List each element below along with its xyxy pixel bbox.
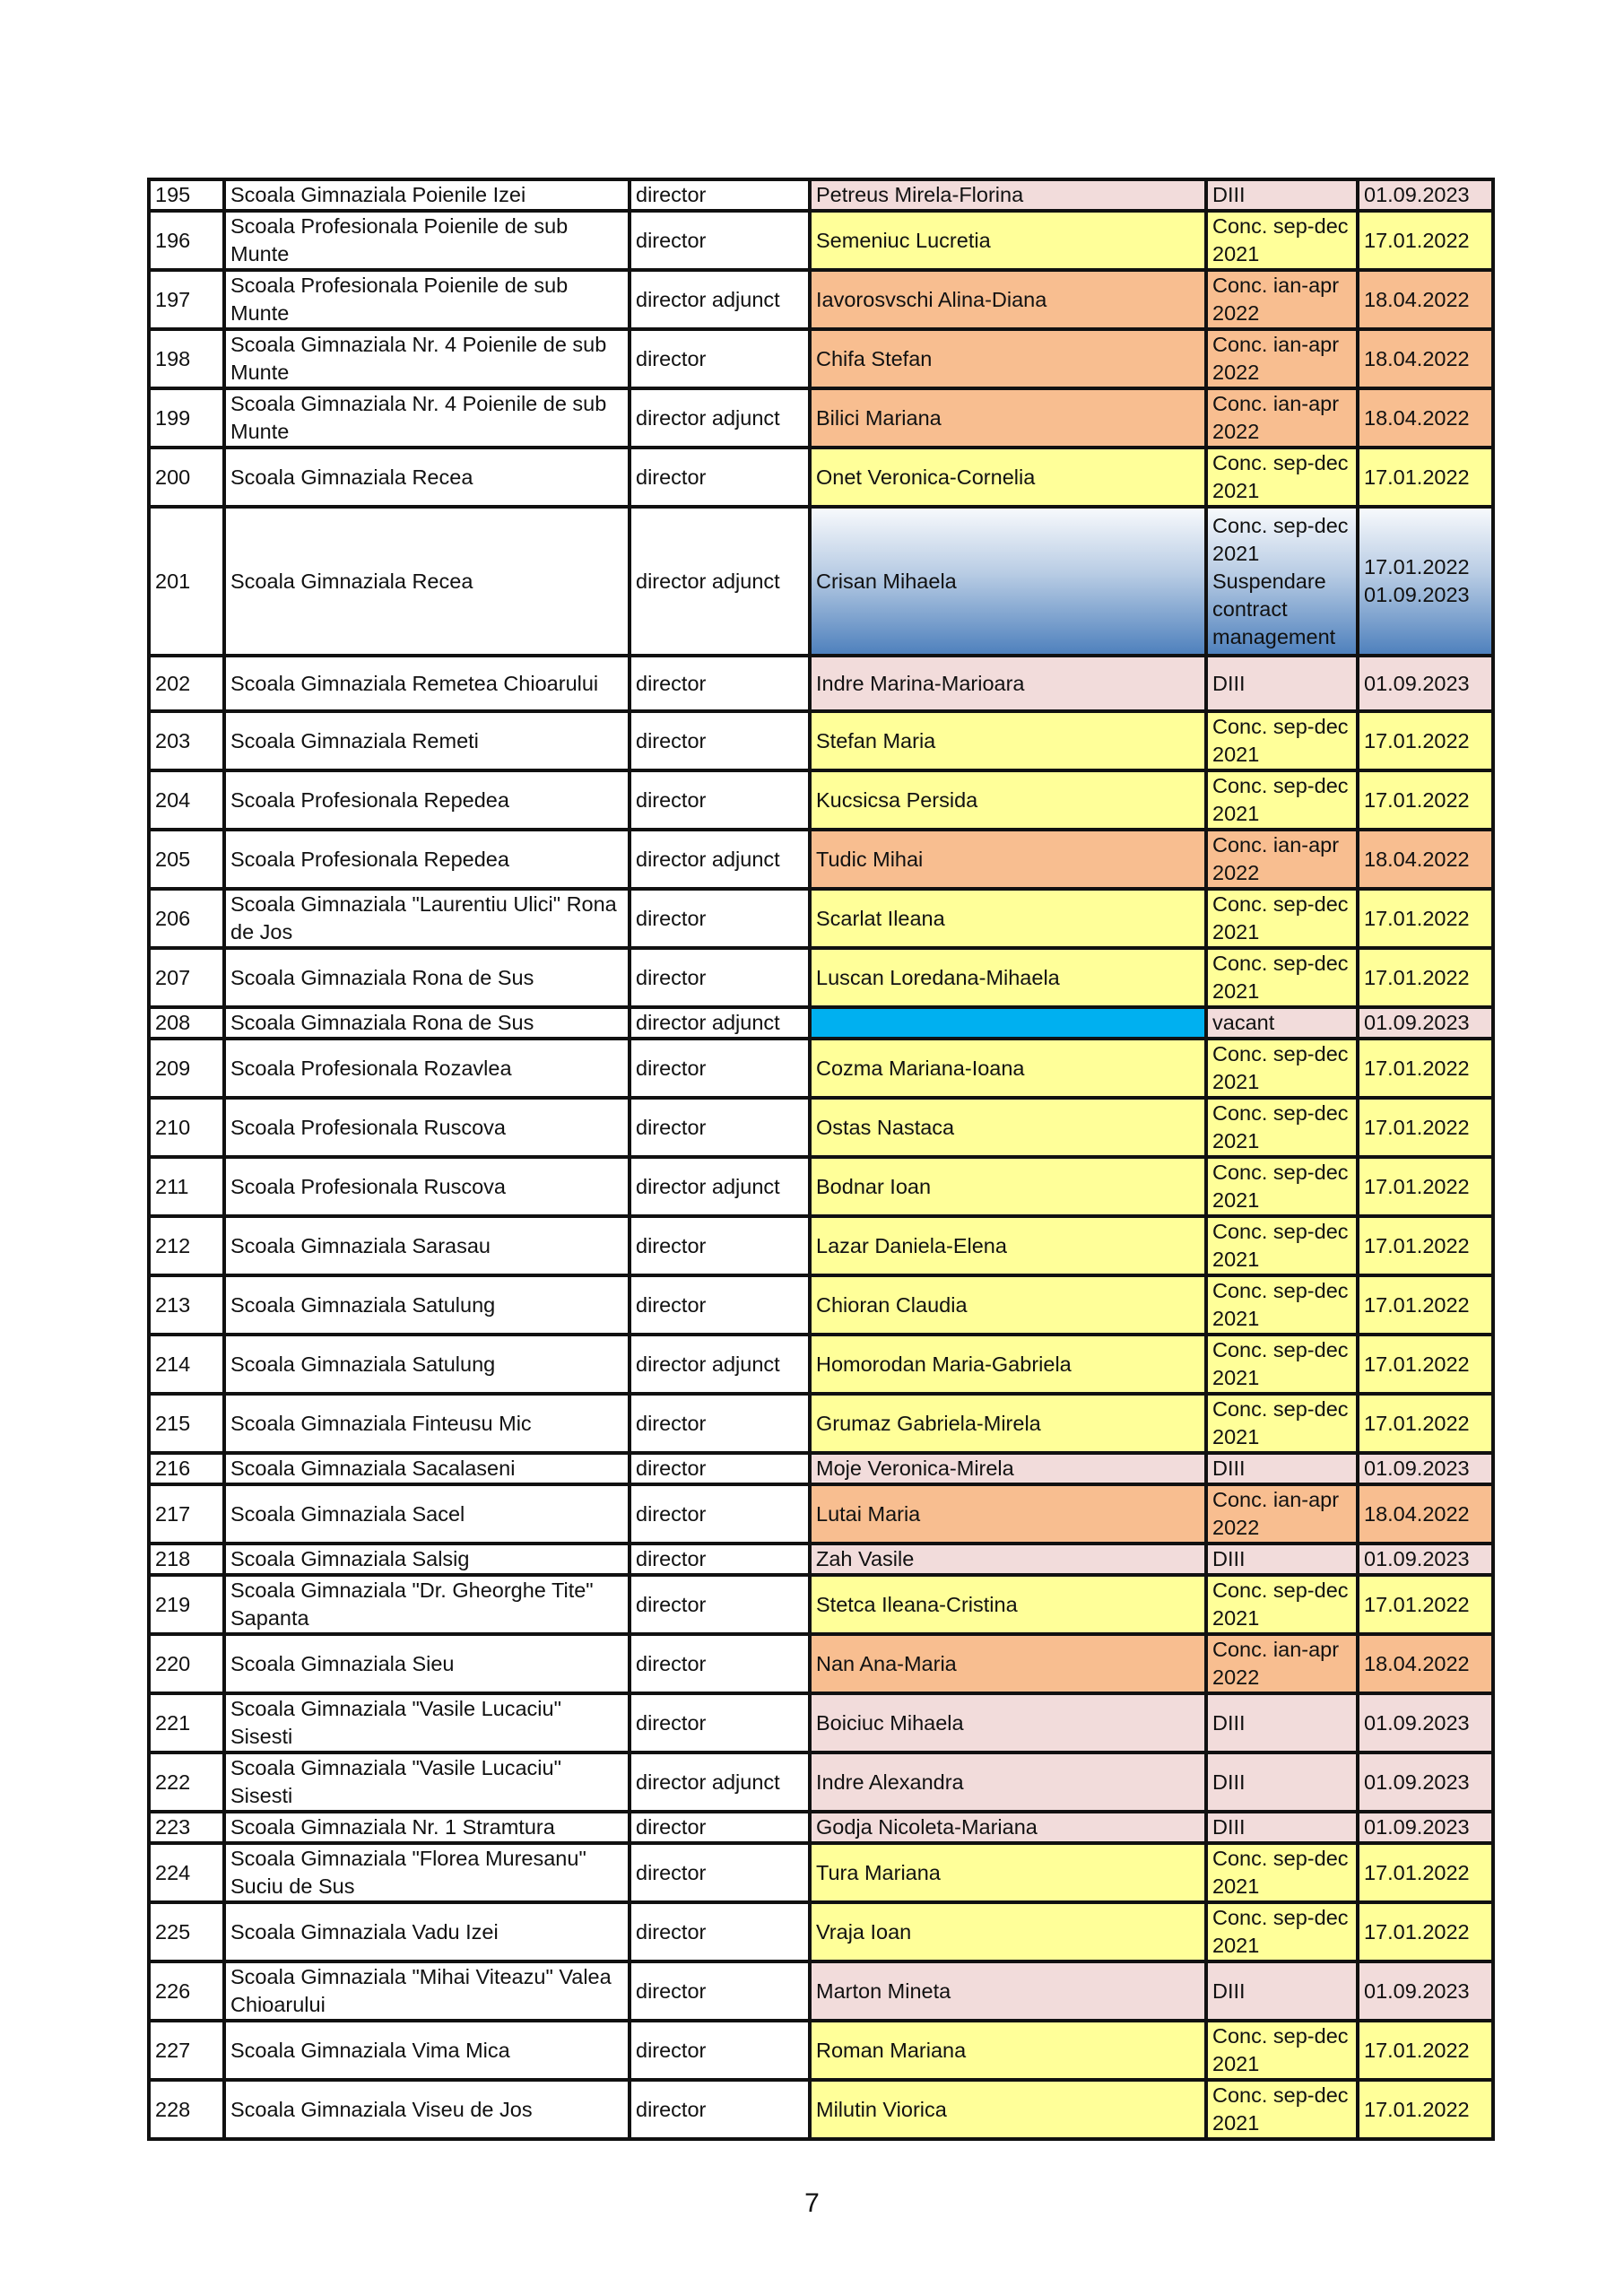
director-name-cell: Vraja Ioan (810, 1902, 1206, 1961)
director-name-cell: Cozma Mariana-Ioana (810, 1039, 1206, 1098)
row-number-cell: 219 (149, 1575, 224, 1634)
date-cell: 17.01.2022 (1358, 1098, 1493, 1157)
director-name-cell: Chioran Claudia (810, 1275, 1206, 1335)
status-cell: DIII (1206, 1544, 1358, 1575)
table-row (149, 948, 1493, 1007)
date-cell: 17.01.2022 (1358, 948, 1493, 1007)
school-cell: Scoala Gimnaziala Viseu de Jos (224, 2080, 630, 2139)
table-row (149, 1098, 1493, 1157)
function-cell: director (630, 329, 810, 388)
status-cell: DIII (1206, 1961, 1358, 2021)
function-cell: director (630, 948, 810, 1007)
status-cell: Conc. sep-dec 2021 (1206, 1902, 1358, 1961)
row-number-cell: 199 (149, 388, 224, 448)
table-row (149, 770, 1493, 830)
table-row (149, 329, 1493, 388)
row-number-cell: 201 (149, 507, 224, 656)
row-number-cell: 211 (149, 1157, 224, 1216)
school-cell: Scoala Gimnaziala Rona de Sus (224, 1007, 630, 1039)
school-cell: Scoala Gimnaziala Nr. 4 Poienile de sub Munte (224, 388, 630, 448)
row-number-cell: 204 (149, 770, 224, 830)
row-number-cell: 224 (149, 1843, 224, 1902)
table-row (149, 507, 1493, 656)
date-cell: 17.01.2022 (1358, 711, 1493, 770)
school-cell: Scoala Gimnaziala Sieu (224, 1634, 630, 1693)
table-row (149, 1634, 1493, 1693)
table-row (149, 1693, 1493, 1752)
row-number-cell: 200 (149, 448, 224, 507)
function-cell: director adjunct (630, 388, 810, 448)
status-cell: DIII (1206, 656, 1358, 711)
school-cell: Scoala Profesionala Poienile de sub Munte (224, 211, 630, 270)
director-name-cell: Homorodan Maria-Gabriela (810, 1335, 1206, 1394)
director-name-cell: Bodnar Ioan (810, 1157, 1206, 1216)
status-cell: Conc. sep-dec 2021 (1206, 1335, 1358, 1394)
school-cell: Scoala Gimnaziala Nr. 4 Poienile de sub Munte (224, 329, 630, 388)
school-cell: Scoala Gimnaziala Satulung (224, 1335, 630, 1394)
director-name-cell: Indre Alexandra (810, 1752, 1206, 1812)
table-row (149, 270, 1493, 329)
function-cell: director (630, 1902, 810, 1961)
date-cell: 01.09.2023 (1358, 1007, 1493, 1039)
row-number-cell: 220 (149, 1634, 224, 1693)
status-cell: Conc. sep-dec 2021 (1206, 711, 1358, 770)
row-number-cell: 223 (149, 1812, 224, 1843)
director-name-cell: Bilici Mariana (810, 388, 1206, 448)
director-name-cell: Tudic Mihai (810, 830, 1206, 889)
school-cell: Scoala Gimnaziala Nr. 1 Stramtura (224, 1812, 630, 1843)
function-cell: director (630, 1961, 810, 2021)
function-cell: director (630, 2080, 810, 2139)
director-name-cell: Godja Nicoleta-Mariana (810, 1812, 1206, 1843)
date-cell: 18.04.2022 (1358, 388, 1493, 448)
function-cell: director (630, 1453, 810, 1484)
table-row (149, 1752, 1493, 1812)
status-cell: Conc. sep-dec 2021 (1206, 2080, 1358, 2139)
row-number-cell: 214 (149, 1335, 224, 1394)
status-cell: Conc. sep-dec 2021 (1206, 2021, 1358, 2080)
function-cell: director adjunct (630, 1157, 810, 1216)
row-number-cell: 196 (149, 211, 224, 270)
directors-table-body (149, 179, 1493, 2139)
function-cell: director (630, 1812, 810, 1843)
status-cell: DIII (1206, 1693, 1358, 1752)
table-row (149, 1007, 1493, 1039)
row-number-cell: 198 (149, 329, 224, 388)
school-cell: Scoala Profesionala Repedea (224, 770, 630, 830)
function-cell: director adjunct (630, 1007, 810, 1039)
date-cell: 01.09.2023 (1358, 1693, 1493, 1752)
function-cell: director (630, 656, 810, 711)
director-name-cell: Grumaz Gabriela-Mirela (810, 1394, 1206, 1453)
table-row (149, 889, 1493, 948)
date-cell: 17.01.2022 (1358, 770, 1493, 830)
date-cell: 01.09.2023 (1358, 1453, 1493, 1484)
status-cell: Conc. sep-dec 2021 (1206, 211, 1358, 270)
director-name-cell: Roman Mariana (810, 2021, 1206, 2080)
row-number-cell: 202 (149, 656, 224, 711)
table-row (149, 211, 1493, 270)
status-cell: Conc. sep-dec 2021 (1206, 889, 1358, 948)
date-cell: 17.01.2022 (1358, 1575, 1493, 1634)
table-row (149, 1216, 1493, 1275)
date-cell: 17.01.2022 (1358, 1394, 1493, 1453)
director-name-cell: Petreus Mirela-Florina (810, 179, 1206, 211)
date-cell: 17.01.2022 (1358, 889, 1493, 948)
function-cell: director adjunct (630, 1752, 810, 1812)
director-name-cell: Nan Ana-Maria (810, 1634, 1206, 1693)
school-cell: Scoala Gimnaziala "Vasile Lucaciu" Sisesti (224, 1693, 630, 1752)
director-name-cell: Moje Veronica-Mirela (810, 1453, 1206, 1484)
school-cell: Scoala Gimnaziala Poienile Izei (224, 179, 630, 211)
date-cell: 17.01.2022 (1358, 1275, 1493, 1335)
date-cell: 17.01.2022 (1358, 1157, 1493, 1216)
row-number-cell: 212 (149, 1216, 224, 1275)
date-cell: 17.01.2022 (1358, 2021, 1493, 2080)
date-cell: 17.01.2022 (1358, 1216, 1493, 1275)
row-number-cell: 208 (149, 1007, 224, 1039)
school-cell: Scoala Gimnaziala Rona de Sus (224, 948, 630, 1007)
status-cell: Conc. ian-apr 2022 (1206, 1484, 1358, 1544)
school-cell: Scoala Gimnaziala Vima Mica (224, 2021, 630, 2080)
status-cell: Conc. sep-dec 2021 (1206, 1039, 1358, 1098)
school-cell: Scoala Gimnaziala Finteusu Mic (224, 1394, 630, 1453)
director-name-cell: Kucsicsa Persida (810, 770, 1206, 830)
status-cell: Conc. sep-dec 2021 (1206, 1098, 1358, 1157)
row-number-cell: 217 (149, 1484, 224, 1544)
director-name-cell: Marton Mineta (810, 1961, 1206, 2021)
date-cell: 17.01.2022 (1358, 211, 1493, 270)
table-row (149, 2080, 1493, 2139)
status-cell: Conc. ian-apr 2022 (1206, 329, 1358, 388)
function-cell: director (630, 1484, 810, 1544)
status-cell: Conc. sep-dec 2021 Suspendare contract management (1206, 507, 1358, 656)
status-cell: DIII (1206, 1752, 1358, 1812)
director-name-cell: Stefan Maria (810, 711, 1206, 770)
status-cell: Conc. sep-dec 2021 (1206, 948, 1358, 1007)
status-cell: Conc. sep-dec 2021 (1206, 1394, 1358, 1453)
school-cell: Scoala Gimnaziala "Vasile Lucaciu" Sisesti (224, 1752, 630, 1812)
date-cell: 18.04.2022 (1358, 830, 1493, 889)
function-cell: director (630, 1575, 810, 1634)
table-row (149, 1961, 1493, 2021)
school-cell: Scoala Profesionala Poienile de sub Munte (224, 270, 630, 329)
status-cell: Conc. ian-apr 2022 (1206, 270, 1358, 329)
status-cell: Conc. sep-dec 2021 (1206, 1275, 1358, 1335)
school-cell: Scoala Gimnaziala Sacalaseni (224, 1453, 630, 1484)
date-cell (1358, 507, 1493, 656)
school-cell: Scoala Gimnaziala Recea (224, 448, 630, 507)
date-cell: 01.09.2023 (1358, 1961, 1493, 2021)
row-number-cell: 213 (149, 1275, 224, 1335)
director-name-cell (810, 1007, 1206, 1039)
page-number: 7 (804, 2188, 820, 2218)
director-name-cell: Lazar Daniela-Elena (810, 1216, 1206, 1275)
date-line: 01.09.2023 (1364, 583, 1470, 606)
function-cell: director (630, 1693, 810, 1752)
school-cell: Scoala Profesionala Rozavlea (224, 1039, 630, 1098)
date-cell: 17.01.2022 (1358, 2080, 1493, 2139)
row-number-cell: 222 (149, 1752, 224, 1812)
table-row (149, 1394, 1493, 1453)
table-row (149, 1544, 1493, 1575)
school-cell: Scoala Gimnaziala "Dr. Gheorghe Tite" Sapanta (224, 1575, 630, 1634)
row-number-cell: 209 (149, 1039, 224, 1098)
row-number-cell: 216 (149, 1453, 224, 1484)
function-cell: director (630, 448, 810, 507)
status-cell: Conc. ian-apr 2022 (1206, 1634, 1358, 1693)
status-cell: DIII (1206, 179, 1358, 211)
table-row (149, 1575, 1493, 1634)
school-cell: Scoala Gimnaziala Remeti (224, 711, 630, 770)
status-cell: Conc. sep-dec 2021 (1206, 448, 1358, 507)
function-cell: director (630, 1098, 810, 1157)
date-cell: 01.09.2023 (1358, 179, 1493, 211)
director-name-cell: Scarlat Ileana (810, 889, 1206, 948)
row-number-cell: 205 (149, 830, 224, 889)
date-line: 17.01.2022 (1364, 555, 1470, 578)
row-number-cell: 203 (149, 711, 224, 770)
school-cell: Scoala Profesionala Ruscova (224, 1098, 630, 1157)
date-cell: 18.04.2022 (1358, 329, 1493, 388)
school-cell: Scoala Gimnaziala "Mihai Viteazu" Valea Chioarului (224, 1961, 630, 2021)
function-cell: director (630, 2021, 810, 2080)
table-row (149, 1275, 1493, 1335)
director-name-cell: Boiciuc Mihaela (810, 1693, 1206, 1752)
date-cell: 17.01.2022 (1358, 1039, 1493, 1098)
row-number-cell: 207 (149, 948, 224, 1007)
table-row (149, 1157, 1493, 1216)
table-row (149, 1843, 1493, 1902)
status-cell: Conc. ian-apr 2022 (1206, 830, 1358, 889)
table-row (149, 1453, 1493, 1484)
date-cell: 18.04.2022 (1358, 1634, 1493, 1693)
director-name-cell: Luscan Loredana-Mihaela (810, 948, 1206, 1007)
table-row (149, 1039, 1493, 1098)
row-number-cell: 225 (149, 1902, 224, 1961)
date-cell: 01.09.2023 (1358, 656, 1493, 711)
function-cell: director adjunct (630, 270, 810, 329)
function-cell: director adjunct (630, 1335, 810, 1394)
director-name-cell: Milutin Viorica (810, 2080, 1206, 2139)
date-cell: 17.01.2022 (1358, 1902, 1493, 1961)
function-cell: director (630, 1216, 810, 1275)
status-cell: Conc. sep-dec 2021 (1206, 770, 1358, 830)
function-cell: director (630, 1394, 810, 1453)
date-cell: 01.09.2023 (1358, 1812, 1493, 1843)
status-cell: Conc. sep-dec 2021 (1206, 1575, 1358, 1634)
date-cell: 01.09.2023 (1358, 1544, 1493, 1575)
school-cell: Scoala Gimnaziala Satulung (224, 1275, 630, 1335)
school-cell: Scoala Gimnaziala Remetea Chioarului (224, 656, 630, 711)
function-cell: director (630, 1039, 810, 1098)
date-cell: 17.01.2022 (1358, 1843, 1493, 1902)
director-name-cell: Lutai Maria (810, 1484, 1206, 1544)
date-cell: 18.04.2022 (1358, 270, 1493, 329)
function-cell: director (630, 1544, 810, 1575)
row-number-cell: 226 (149, 1961, 224, 2021)
row-number-cell: 227 (149, 2021, 224, 2080)
table-row (149, 2021, 1493, 2080)
table-row (149, 448, 1493, 507)
row-number-cell: 210 (149, 1098, 224, 1157)
date-cell: 17.01.2022 (1358, 1335, 1493, 1394)
school-cell: Scoala Gimnaziala Sarasau (224, 1216, 630, 1275)
function-cell: director adjunct (630, 507, 810, 656)
director-name-cell: Iavorosvschi Alina-Diana (810, 270, 1206, 329)
school-cell: Scoala Gimnaziala "Laurentiu Ulici" Rona de Jos (224, 889, 630, 948)
director-name-cell: Onet Veronica-Cornelia (810, 448, 1206, 507)
function-cell: director (630, 179, 810, 211)
table-row (149, 388, 1493, 448)
row-number-cell: 206 (149, 889, 224, 948)
row-number-cell: 228 (149, 2080, 224, 2139)
table-row (149, 830, 1493, 889)
table-row (149, 1812, 1493, 1843)
table-row (149, 1902, 1493, 1961)
row-number-cell: 218 (149, 1544, 224, 1575)
director-name-cell: Ostas Nastaca (810, 1098, 1206, 1157)
status-cell: Conc. ian-apr 2022 (1206, 388, 1358, 448)
table-row (149, 1335, 1493, 1394)
date-cell: 18.04.2022 (1358, 1484, 1493, 1544)
director-name-cell: Chifa Stefan (810, 329, 1206, 388)
school-cell: Scoala Gimnaziala Salsig (224, 1544, 630, 1575)
director-name-cell: Semeniuc Lucretia (810, 211, 1206, 270)
date-cell: 17.01.2022 (1358, 448, 1493, 507)
date-cell: 01.09.2023 (1358, 1752, 1493, 1812)
row-number-cell: 215 (149, 1394, 224, 1453)
status-cell: Conc. sep-dec 2021 (1206, 1157, 1358, 1216)
function-cell: director (630, 711, 810, 770)
school-cell: Scoala Gimnaziala "Florea Muresanu" Suciu de Sus (224, 1843, 630, 1902)
directors-table (147, 178, 1495, 2141)
status-cell: vacant (1206, 1007, 1358, 1039)
director-name-cell: Stetca Ileana-Cristina (810, 1575, 1206, 1634)
function-cell: director (630, 770, 810, 830)
status-cell: Conc. sep-dec 2021 (1206, 1843, 1358, 1902)
director-name-cell: Crisan Mihaela (810, 507, 1206, 656)
row-number-cell: 197 (149, 270, 224, 329)
status-cell: Conc. sep-dec 2021 (1206, 1216, 1358, 1275)
function-cell: director (630, 889, 810, 948)
status-cell: DIII (1206, 1812, 1358, 1843)
function-cell: director adjunct (630, 830, 810, 889)
table-row (149, 711, 1493, 770)
table-row (149, 656, 1493, 711)
director-name-cell: Indre Marina-Marioara (810, 656, 1206, 711)
director-name-cell: Zah Vasile (810, 1544, 1206, 1575)
director-name-cell: Tura Mariana (810, 1843, 1206, 1902)
school-cell: Scoala Gimnaziala Sacel (224, 1484, 630, 1544)
school-cell: Scoala Profesionala Repedea (224, 830, 630, 889)
school-cell: Scoala Profesionala Ruscova (224, 1157, 630, 1216)
table-row (149, 1484, 1493, 1544)
function-cell: director (630, 1843, 810, 1902)
row-number-cell: 195 (149, 179, 224, 211)
function-cell: director (630, 1275, 810, 1335)
row-number-cell: 221 (149, 1693, 224, 1752)
function-cell: director (630, 1634, 810, 1693)
function-cell: director (630, 211, 810, 270)
status-cell: DIII (1206, 1453, 1358, 1484)
school-cell: Scoala Gimnaziala Recea (224, 507, 630, 656)
table-row (149, 179, 1493, 211)
school-cell: Scoala Gimnaziala Vadu Izei (224, 1902, 630, 1961)
